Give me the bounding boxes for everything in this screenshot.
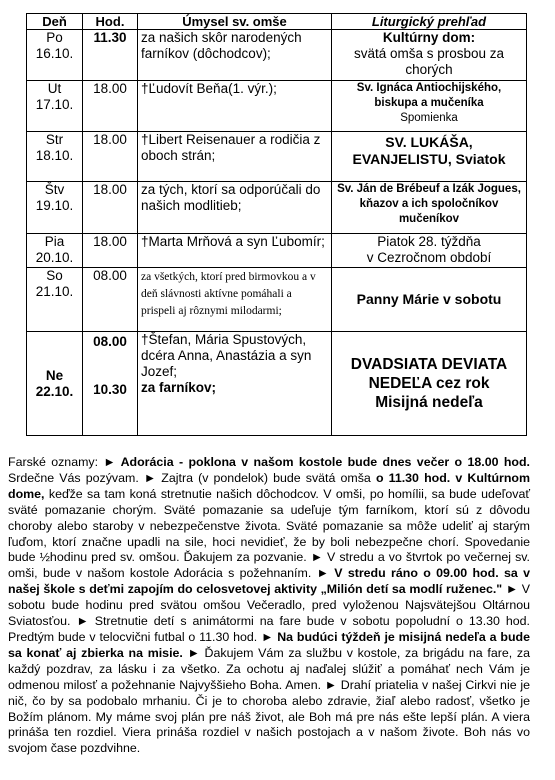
day-cell: [27, 81, 83, 132]
day-name: Str: [45, 132, 64, 147]
intent-cell: [138, 268, 332, 332]
table-row: [27, 132, 527, 182]
liturgy-cell: [332, 30, 527, 81]
time-cell: [83, 332, 138, 436]
liturgy-line: Spomienka: [400, 112, 458, 124]
day-name: So: [46, 268, 63, 283]
liturgy-line: Sv. Ignáca Antiochijského, biskupa a mučeníka: [356, 82, 502, 109]
time-cell: 18.00: [83, 234, 138, 268]
liturgy-cell: [332, 182, 527, 234]
announcement-text: Srdečne Vás pozývam. ► Zajtra (v pondelok) bude svätá omša: [8, 470, 376, 485]
liturgy-line: DVADSIATA DEVIATA: [350, 356, 508, 373]
time-cell: 18.00: [83, 182, 138, 234]
day-date: 19.10.: [35, 198, 74, 213]
announcement-bold: ► V stredu ráno o 09.00 hod. sa v našej škole s deťmi zapojím do celosvetovej aktivity „Milión detí sa modlí ruženec.": [8, 566, 530, 597]
day-name: Pia: [44, 234, 65, 249]
liturgy-cell: [332, 234, 527, 268]
day-date: 20.10.: [35, 250, 74, 265]
announcement-text: ► V sobotu bude hodinu pred svätou omšou Večeradlo, pred vyloženou Najsvätejšou Oltárnou Sviatosťou. ► Stretnutie detí s animátormi na fare bude v sobotu popoludní o 13.30 hod. Predtým bude v telocvični futbal o 11.30 hod.: [8, 582, 530, 644]
day-date: 18.10.: [35, 148, 74, 163]
liturgy-line: Sv. Ján de Brébeuf a Izák Jogues, kňazov a ich spoločníkov mučeníkov: [337, 183, 521, 225]
liturgy-line: EVANJELISTU, Sviatok: [352, 151, 506, 167]
day-cell: [27, 234, 83, 268]
intent-cell: [138, 332, 332, 436]
liturgy-cell: [332, 132, 527, 182]
parish-announcements: [8, 455, 530, 757]
announcement-text: keďže sa tam koná stretnutie našich dôchodcov. V omši, po homílii, sa bude udeľovať sväté pomazanie chorým. Sväté pomazanie sa udeľuje tým farníkom, ktorí sú z dôvodu choroby alebo staroby v nebezpečenstve života. Sväté pomazanie sa môže udeliť aj starým ľuďom, ktorí značne upadli na sile, hoci nevidieť, že by boli nebezpečne chorí. Spovedanie bude ½hodinu pred sv. omšou. Ďakujem za pozvanie. ► V stredu a vo štvrtok po večernej sv. omši, bude v našom kostole Adorácia s požehnaním.: [8, 486, 530, 581]
time-cell: 18.00: [83, 81, 138, 132]
liturgy-line: SV. LUKÁŠA,: [385, 134, 473, 150]
time-second: 10.30: [93, 382, 127, 397]
header-umysel: Úmysel sv. omše: [138, 14, 332, 30]
announcements-intro: Farské oznamy:: [8, 455, 104, 469]
day-date: 16.10.: [35, 46, 74, 61]
time-first: 08.00: [93, 334, 127, 349]
intent-text: za všetkých, ktorí pred birmovkou a v deň slávnosti aktívne pomáhali a prispeli aj rôznymi milodarmi;: [141, 271, 316, 317]
header-den: Deň: [27, 14, 83, 30]
intent-cell: za tých, ktorí sa odporúčali do našich modlitieb;: [138, 182, 332, 234]
announcement-bold: ► Adorácia - poklona v našom kostole bude dnes večer o 18.00 hod.: [103, 455, 530, 469]
day-name: Ne: [45, 367, 64, 383]
time-cell: 08.00: [83, 268, 138, 332]
day-cell: [27, 268, 83, 332]
table-row: [27, 332, 527, 436]
table-header-row: [27, 14, 527, 30]
day-cell: [27, 132, 83, 182]
table-row: [27, 182, 527, 234]
liturgy-line: Piatok 28. týždňa: [377, 234, 481, 249]
header-hod: Hod.: [83, 14, 138, 30]
table-row: [27, 81, 527, 132]
time-cell: 11.30: [83, 30, 138, 81]
announcement-text: ► Ďakujem Vám za službu v kostole, za brigádu na fare, za každý pozdrav, za lásku i za všetko. Za ochotu aj naďalej slúžiť a pomáhať nech Vám je odmenou milosť a požehnanie Najvyššieho Boha. Amen. ► Drahí priatelia v našej Cirkvi nie je nič, čo by sa podobalo mrhaniu. Či je to choroba alebo zdravie, žiaľ alebo radosť, všetko je Božím plánom. My máme svoj plán pre náš život, ale Boh má pre nás ešte lepší plán. A viera prináša ten rozdiel. Viera prináša rozdiel v našich postojach a v našom živote. Boh nás vo svojom čase pozdvihne.: [8, 645, 530, 756]
liturgy-line: svätá omša s prosbou za chorých: [353, 46, 505, 77]
liturgy-line: NEDEĽA cez rok: [368, 375, 490, 392]
announcement-bold: ► Na budúci týždeň je misijná nedeľa a bude sa konať aj zbierka na misie.: [8, 629, 530, 660]
intent-text: †Štefan, Mária Spustových, dcéra Anna, Anastázia a syn Jozef;: [141, 332, 312, 379]
day-cell: [27, 30, 83, 81]
liturgy-line: Panny Márie v sobotu: [356, 291, 502, 307]
liturgy-cell: [332, 81, 527, 132]
table-row: [27, 30, 527, 81]
intent-cell: †Libert Reisenauer a rodičia z oboch strán;: [138, 132, 332, 182]
day-cell: [27, 182, 83, 234]
day-date: 22.10.: [35, 383, 74, 399]
mass-schedule-table: [26, 13, 527, 436]
day-name: Po: [46, 30, 63, 45]
liturgy-line: Kultúrny dom:: [382, 30, 476, 45]
intent-text: za farníkov;: [141, 380, 217, 395]
day-cell: [27, 332, 83, 436]
liturgy-line: v Cezročnom období: [366, 250, 492, 265]
liturgy-cell: [332, 268, 527, 332]
intent-cell: za našich skôr narodených farníkov (dôchodcov);: [138, 30, 332, 81]
liturgy-cell: [332, 332, 527, 436]
day-date: 17.10.: [35, 97, 74, 112]
day-name: Ut: [47, 81, 62, 96]
day-date: 21.10.: [35, 284, 74, 299]
intent-cell: †Ľudovít Beňa(1. výr.);: [138, 81, 332, 132]
header-liturgicky: Liturgický prehľad: [332, 14, 527, 30]
day-name: Štv: [44, 182, 65, 197]
table-row: [27, 234, 527, 268]
announcement-bold: o 11.30 hod. v Kultúrnom dome,: [8, 470, 530, 501]
time-cell: 18.00: [83, 132, 138, 182]
intent-cell: †Marta Mrňová a syn Ľubomír;: [138, 234, 332, 268]
liturgy-line: Misijná nedeľa: [375, 394, 483, 411]
table-row: [27, 268, 527, 332]
